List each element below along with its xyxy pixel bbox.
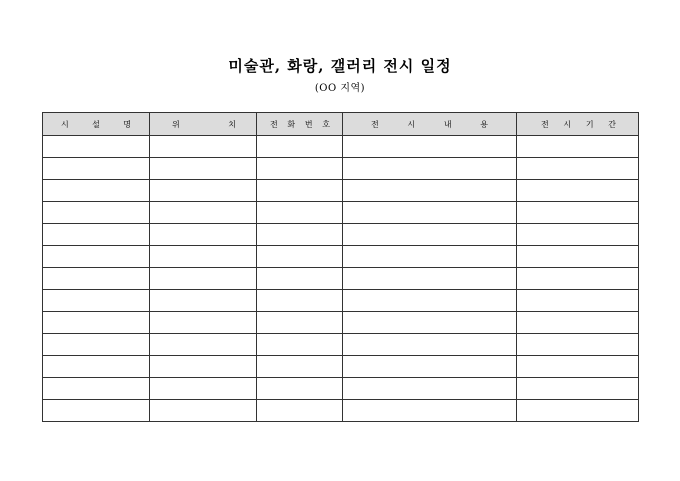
table-cell-period[interactable] (517, 400, 639, 422)
table-row (43, 202, 639, 224)
table-cell-phone[interactable] (257, 224, 343, 246)
header-phone (257, 113, 343, 136)
header-location-char: 위 (172, 119, 180, 129)
table-cell-content[interactable] (343, 158, 517, 180)
header-phone-char: 번 (304, 119, 313, 129)
header-content-char: 용 (480, 119, 488, 129)
table-cell-location[interactable] (150, 334, 257, 356)
table-cell-phone[interactable] (257, 356, 343, 378)
table-cell-content[interactable] (343, 246, 517, 268)
header-phone-char: 호 (322, 119, 330, 129)
table-row (43, 224, 639, 246)
table-cell-phone[interactable] (257, 202, 343, 224)
table-header-row (43, 113, 639, 136)
table-row (43, 356, 639, 378)
document-subtitle: (OO 지역) (314, 83, 366, 94)
table-cell-content[interactable] (343, 312, 517, 334)
table-row (43, 378, 639, 400)
table-cell-facility[interactable] (43, 400, 150, 422)
table-cell-location[interactable] (150, 224, 257, 246)
table-cell-location[interactable] (150, 158, 257, 180)
header-period-char: 기 (585, 119, 594, 129)
table-cell-location[interactable] (150, 246, 257, 268)
header-period-char: 간 (608, 119, 616, 129)
table-cell-phone[interactable] (257, 400, 343, 422)
header-period-char: 시 (563, 119, 572, 129)
table-cell-content[interactable] (343, 400, 517, 422)
table-cell-facility[interactable] (43, 312, 150, 334)
table-row (43, 400, 639, 422)
table-cell-phone[interactable] (257, 246, 343, 268)
table-body (43, 136, 639, 422)
table-cell-period[interactable] (517, 246, 639, 268)
table-row (43, 268, 639, 290)
table-cell-period[interactable] (517, 180, 639, 202)
header-location (150, 113, 257, 136)
table-cell-facility[interactable] (43, 290, 150, 312)
table-cell-facility[interactable] (43, 136, 150, 158)
header-content-char: 전 (371, 119, 379, 129)
table-row (43, 290, 639, 312)
table-row (43, 136, 639, 158)
table-cell-content[interactable] (343, 268, 517, 290)
table-cell-period[interactable] (517, 334, 639, 356)
header-phone-char: 화 (287, 119, 296, 129)
document-title: 미술관, 화랑, 갤러리 전시 일정 (228, 57, 452, 75)
table-cell-phone[interactable] (257, 378, 343, 400)
table-cell-phone[interactable] (257, 312, 343, 334)
table-cell-period[interactable] (517, 224, 639, 246)
header-period-char: 전 (541, 119, 549, 129)
table-cell-period[interactable] (517, 158, 639, 180)
table-cell-facility[interactable] (43, 356, 150, 378)
header-period (517, 113, 639, 136)
table-cell-phone[interactable] (257, 180, 343, 202)
table-cell-facility[interactable] (43, 378, 150, 400)
table-cell-content[interactable] (343, 180, 517, 202)
table-cell-content[interactable] (343, 334, 517, 356)
table-cell-facility[interactable] (43, 246, 150, 268)
table-cell-period[interactable] (517, 356, 639, 378)
table-cell-phone[interactable] (257, 268, 343, 290)
header-phone-char: 전 (270, 119, 278, 129)
header-facility (43, 113, 150, 136)
table-cell-location[interactable] (150, 400, 257, 422)
header-location-char: 치 (228, 119, 236, 129)
table-cell-content[interactable] (343, 356, 517, 378)
table-cell-location[interactable] (150, 378, 257, 400)
table-row (43, 158, 639, 180)
table-cell-period[interactable] (517, 136, 639, 158)
table-cell-location[interactable] (150, 312, 257, 334)
header-content-char: 시 (407, 119, 416, 129)
table-cell-content[interactable] (343, 290, 517, 312)
header-facility-char: 설 (92, 119, 100, 129)
table-cell-period[interactable] (517, 378, 639, 400)
header-facility-char: 명 (123, 119, 131, 129)
table-cell-period[interactable] (517, 290, 639, 312)
table-cell-location[interactable] (150, 202, 257, 224)
table-cell-phone[interactable] (257, 136, 343, 158)
table-cell-facility[interactable] (43, 158, 150, 180)
table-cell-content[interactable] (343, 136, 517, 158)
header-facility-char: 시 (61, 119, 69, 129)
table-cell-content[interactable] (343, 202, 517, 224)
table-cell-location[interactable] (150, 180, 257, 202)
table-cell-facility[interactable] (43, 334, 150, 356)
table-cell-location[interactable] (150, 268, 257, 290)
header-content (343, 113, 517, 136)
table-cell-phone[interactable] (257, 158, 343, 180)
table-cell-location[interactable] (150, 290, 257, 312)
table-row (43, 180, 639, 202)
table-row (43, 246, 639, 268)
table-cell-phone[interactable] (257, 334, 343, 356)
table-cell-phone[interactable] (257, 290, 343, 312)
table-cell-content[interactable] (343, 224, 517, 246)
table-cell-facility[interactable] (43, 202, 150, 224)
table-cell-location[interactable] (150, 136, 257, 158)
table-cell-period[interactable] (517, 312, 639, 334)
table-cell-location[interactable] (150, 356, 257, 378)
header-content-char: 내 (443, 119, 452, 129)
table-cell-facility[interactable] (43, 224, 150, 246)
table-cell-period[interactable] (517, 202, 639, 224)
table-cell-facility[interactable] (43, 268, 150, 290)
table-row (43, 312, 639, 334)
table-row (43, 334, 639, 356)
table-cell-facility[interactable] (43, 180, 150, 202)
exhibition-schedule-table (42, 112, 639, 422)
table-cell-period[interactable] (517, 268, 639, 290)
table-cell-content[interactable] (343, 378, 517, 400)
